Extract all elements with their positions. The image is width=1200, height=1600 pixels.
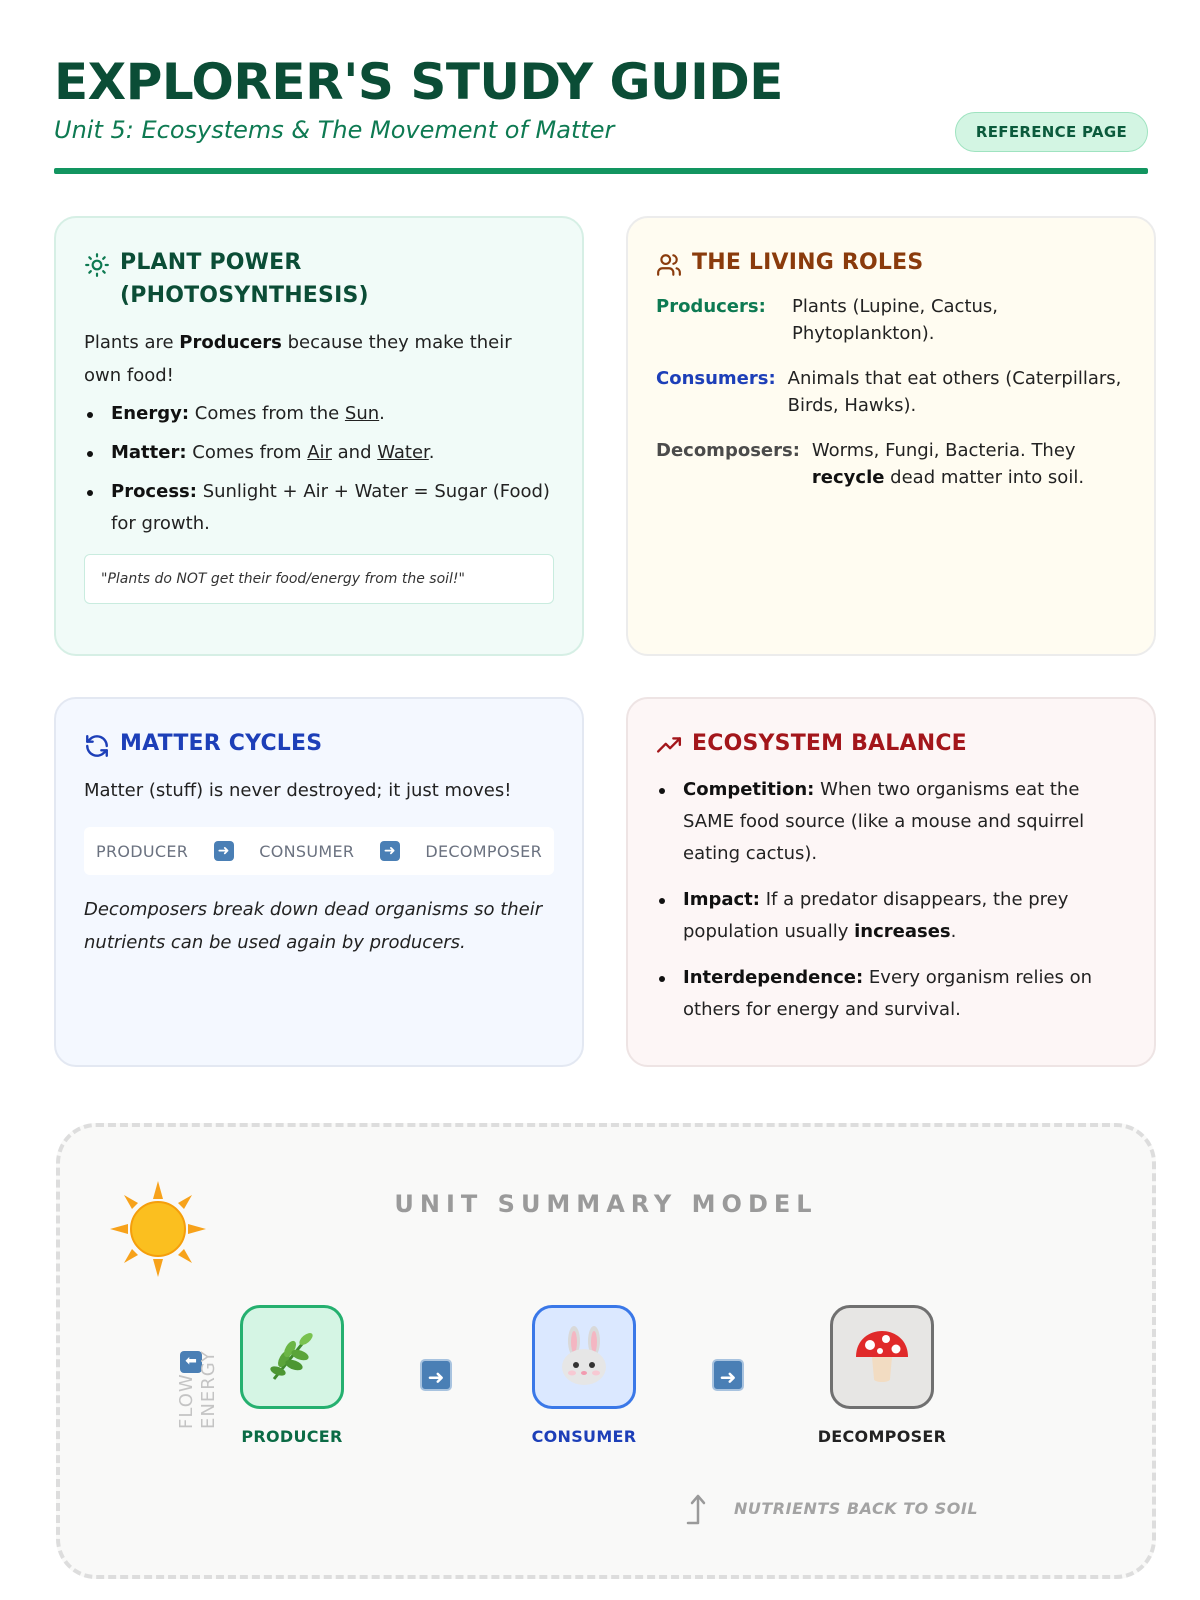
- role-consumers: Consumers: Animals that eat others (Caterpillars, Birds, Hawks).: [656, 368, 1122, 416]
- trending-up-icon: [656, 733, 682, 759]
- plant-power-intro: Plants are Producers because they make their own food!: [84, 332, 512, 386]
- matter-cycles-note: Decomposers break down dead organisms so their nutrients can be used again by producers.: [84, 899, 543, 953]
- living-roles-card: [626, 216, 1156, 656]
- matter-cycles-title: MATTER CYCLES: [120, 731, 323, 756]
- consumer-node: [532, 1305, 636, 1409]
- decomposer-node: [830, 1305, 934, 1409]
- flow-consumer: CONSUMER: [259, 841, 355, 861]
- sun-emoji-icon: [108, 1179, 208, 1279]
- people-icon: [656, 252, 682, 278]
- sun-icon: [84, 252, 110, 278]
- list-item: Matter: Comes from Air and Water.: [84, 437, 554, 469]
- refresh-icon: [84, 733, 110, 759]
- flow-energy-label: FLOW ENERGY: [176, 1350, 219, 1429]
- rabbit-icon: [552, 1325, 616, 1389]
- summary-title: UNIT SUMMARY MODEL: [394, 1190, 818, 1218]
- flow-decomposer: DECOMPOSER: [425, 841, 542, 861]
- unit-summary-model: [56, 1123, 1156, 1579]
- plant-power-title: PLANT POWER (PHOTOSYNTHESIS): [120, 250, 369, 308]
- producer-node: [240, 1305, 344, 1409]
- plant-power-card: [54, 216, 584, 656]
- list-item: Competition: When two organisms eat the SAME food source (like a mouse and squirrel eating cactus).: [656, 774, 1126, 870]
- page-subtitle: Unit 5: Ecosystems & The Movement of Matter: [54, 116, 615, 144]
- mushroom-icon: [850, 1325, 914, 1389]
- arrow-right-icon: ➜: [712, 1359, 744, 1391]
- list-item: Interdependence: Every organism relies on others for energy and survival.: [656, 962, 1126, 1026]
- arrow-right-icon: ➜: [214, 841, 234, 861]
- header-divider: [54, 168, 1148, 174]
- producer-label: PRODUCER: [241, 1427, 343, 1446]
- list-item: Process: Sunlight + Air + Water = Sugar (Food) for growth.: [84, 476, 554, 540]
- role-decomposers: Decomposers: Worms, Fungi, Bacteria. They recycle dead matter into soil.: [656, 440, 1085, 488]
- flow-producer: PRODUCER: [96, 841, 189, 861]
- living-roles-title: THE LIVING ROLES: [692, 250, 924, 275]
- matter-cycles-card: [54, 697, 584, 1067]
- arrow-left-icon: ⬅: [180, 1351, 202, 1373]
- balance-list: [656, 774, 1126, 1026]
- plant-power-list: [84, 398, 554, 540]
- matter-cycles-intro: Matter (stuff) is never destroyed; it just moves!: [84, 780, 512, 801]
- herb-icon: [260, 1325, 324, 1389]
- decomposer-label: DECOMPOSER: [817, 1427, 947, 1446]
- arrow-right-icon: ➜: [380, 841, 400, 861]
- matter-flow: [84, 827, 554, 875]
- curved-arrow-up-icon: [684, 1491, 720, 1527]
- page-title: EXPLORER'S STUDY GUIDE: [54, 53, 783, 111]
- plant-power-quote: "Plants do NOT get their food/energy from the soil!": [84, 554, 554, 604]
- page-header: [54, 52, 1148, 144]
- ecosystem-balance-title: ECOSYSTEM BALANCE: [692, 731, 967, 756]
- list-item: Energy: Comes from the Sun.: [84, 398, 554, 430]
- role-producers: Producers: Plants (Lupine, Cactus, Phytoplankton).: [656, 296, 999, 344]
- nutrients-label: NUTRIENTS BACK TO SOIL: [734, 1499, 979, 1518]
- reference-badge: REFERENCE PAGE: [955, 112, 1148, 152]
- list-item: Impact: If a predator disappears, the prey population usually increases.: [656, 884, 1126, 948]
- ecosystem-balance-card: [626, 697, 1156, 1067]
- consumer-label: CONSUMER: [531, 1427, 637, 1446]
- arrow-right-icon: ➜: [420, 1359, 452, 1391]
